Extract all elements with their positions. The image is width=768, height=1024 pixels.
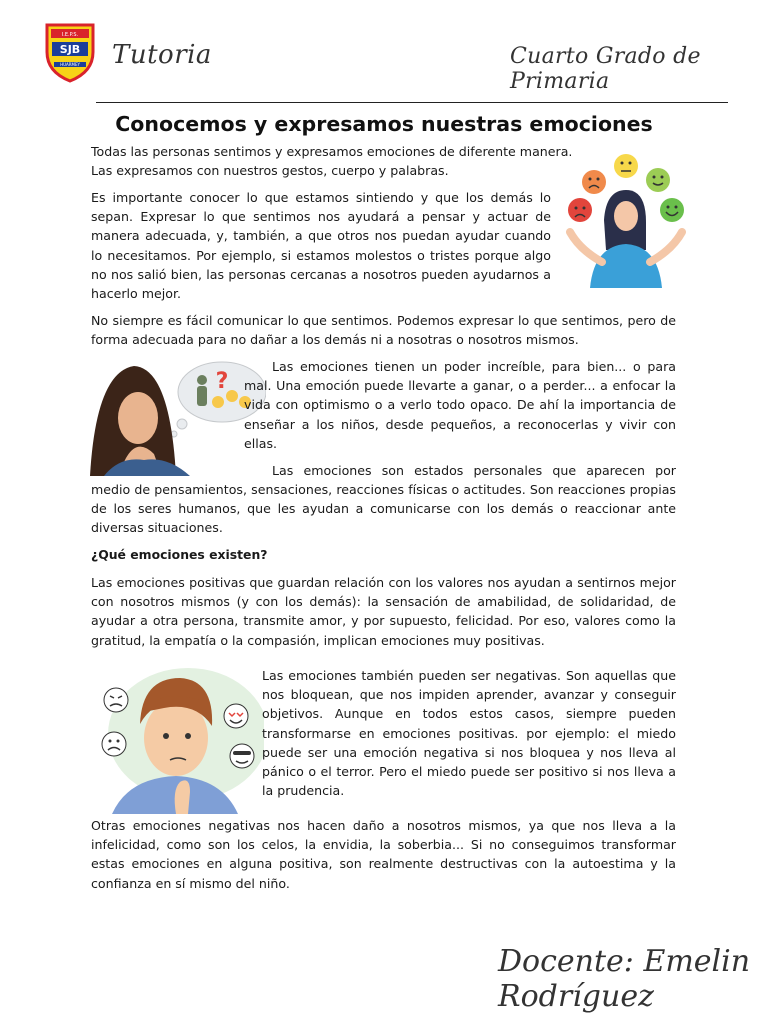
cool-emoji-icon: [230, 744, 254, 768]
paragraph-intro-line-2: Las expresamos con nuestros gestos, cuerpo y palabras.: [91, 163, 449, 178]
neutral-face-icon: [614, 154, 638, 178]
paragraph-importance: Es importante conocer lo que estamos sintiendo y que los demás lo sepan. Expresar lo que sentimos nos ayudará a pensar y actuar de manera adecuada, y, también, a que otros nos puedan ayudar cuando lo necesitamos. Por ejemplo, si estamos molestos o tristes porque algo no nos salió bien, las personas cercanas a nosotros pueden ayudarnos a hacerlo mejor.: [91, 190, 551, 302]
paragraph-destructive-emotions: Otras emociones negativas nos hacen daño a nosotros mismos, ya que nos lleva a la infelicidad, como son los celos, la envidia, la soberbia... Si no conseguimos transformar estas emociones en alguna positiva, son realmente destructivas con la autoestima y la confianza en sí mismo del niño.: [91, 818, 676, 891]
paragraph-states-line-1: Las emociones son estados personales que aparecen por: [272, 463, 676, 478]
paragraph-negative-emotions: Las emociones también pueden ser negativas. Son aquellas que nos bloquean, que nos impiden aprender, avanzar y conseguir objetivos. Aunque en todos estos casos, siempre pueden transformarse en emociones positivas. por ejemplo: el miedo puede ser una emoción negativa si nos bloquea y nos lleva al pánico o el terror. Pero el miedo puede ser positivo si nos lleva a la prudencia.: [262, 668, 676, 799]
worried-boy-illustration: [88, 664, 264, 814]
logo-main-text: SJB: [59, 43, 81, 56]
emoji-face-icon: [212, 396, 224, 408]
header-divider: [96, 102, 728, 103]
page-title: Conocemos y expresamos nuestras emociones: [115, 112, 653, 136]
child-silhouette-icon: [197, 375, 207, 406]
section-heading-emotions: ¿Qué emociones existen?: [91, 547, 268, 562]
paragraph-states-rest: medio de pensamientos, sensaciones, reacciones físicas o actitudes. Son reacciones propias de los seres humanos, que les ayudan a comunicarse con los demás o reaccionar ante diversas situaciones.: [91, 482, 676, 536]
paragraph-power-of-emotions: Las emociones tienen un poder increíble, para bien... o para mal. Una emoción puede llevarte a ganar, o a perder... a enfocar la vida con optimismo o a verlo todo opaco. De ahí la importancia de enseñar a los niños, desde pequeños, a reconocerlas y vivir con ellas.: [244, 359, 676, 451]
thinking-girl-illustration: [90, 352, 266, 476]
emoji-face-icon: [226, 390, 238, 402]
sad-emoji-icon: [102, 732, 126, 756]
subject-label: Tutoria: [112, 40, 212, 70]
angry-face-icon: [568, 198, 592, 222]
grade-label: Cuarto Grado de Primaria: [510, 44, 701, 94]
teacher-signature: Docente: Emelin Rodríguez: [498, 944, 751, 1014]
question-mark-icon: ?: [215, 369, 229, 394]
happy-face-icon: [660, 198, 684, 222]
logo-top-text: I.E.P.S.: [61, 32, 79, 38]
logo-bottom-text: HUARMEY: [60, 62, 80, 67]
slight-smile-face-icon: [646, 168, 670, 192]
sad-face-icon: [582, 170, 606, 194]
woman-emotions-illustration: [560, 150, 688, 288]
paragraph-positive-emotions: Las emociones positivas que guardan relación con los valores nos ayudan a sentirnos mejor con nosotros mismos (y con los demás): la sensación de amabilidad, de solidaridad, de ayudar a otra persona, transmite amor, y por supuesto, felicidad. Por eso, valores como la gratitud, la empatía o la compasión, implican emociones muy positivas.: [91, 575, 676, 648]
love-emoji-icon: [224, 704, 248, 728]
school-logo-shield: [44, 22, 96, 84]
angry-emoji-icon: [104, 688, 128, 712]
paragraph-intro-line-1: Todas las personas sentimos y expresamos emociones de diferente manera.: [91, 144, 573, 159]
paragraph-communicate: No siempre es fácil comunicar lo que sentimos. Podemos expresar lo que sentimos, pero de forma adecuada para no dañar a los demás ni a nosotras o nosotros mismos.: [91, 313, 676, 348]
